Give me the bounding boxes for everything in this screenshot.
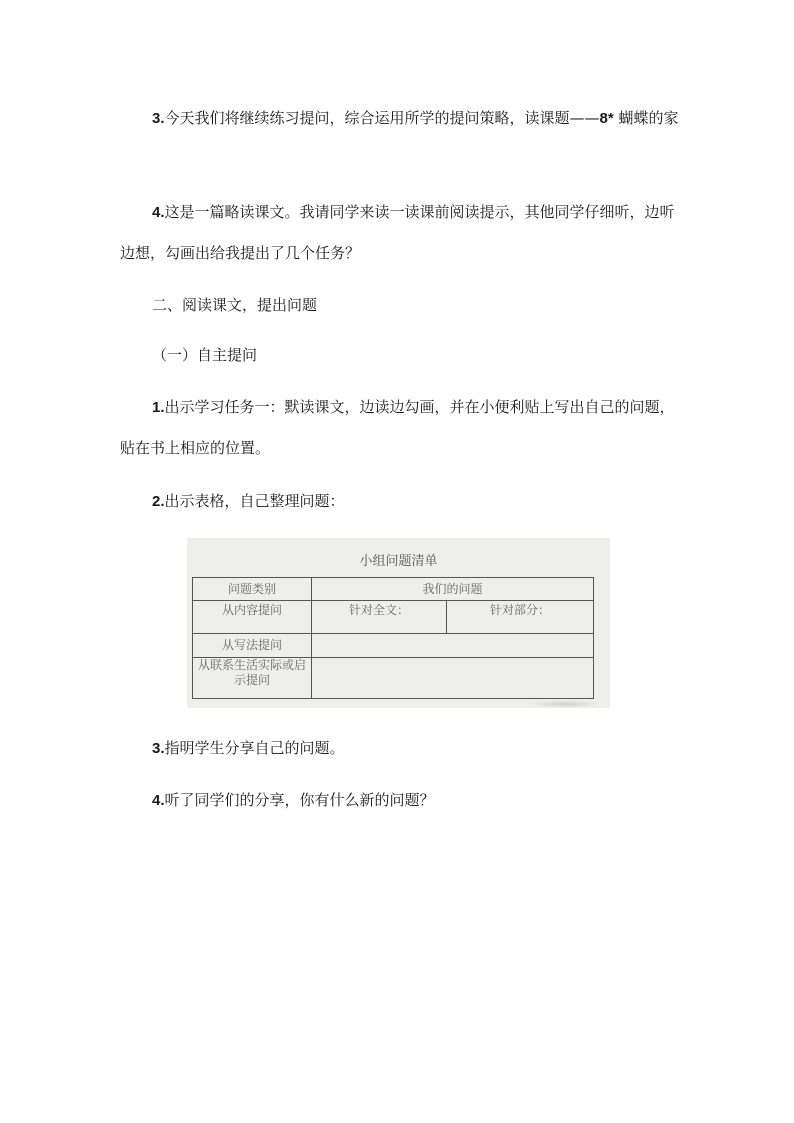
subsection-heading-text: （一）自主提问: [152, 346, 258, 364]
step-number: 4.: [152, 792, 165, 809]
step-number: 2.: [152, 493, 165, 510]
table-row: [193, 634, 594, 658]
section-heading: [120, 285, 680, 325]
step-text: 出示表格，自己整理问题：: [164, 492, 345, 510]
paragraph-3: [120, 98, 680, 139]
step-3: [120, 728, 680, 769]
step-4: [120, 780, 680, 821]
lesson-title: 蝴蝶的家: [613, 109, 679, 127]
paragraph-number: 3.: [152, 110, 165, 127]
step-text: 指明学生分享自己的问题。: [164, 739, 345, 757]
table-row: [193, 658, 594, 699]
figure-title: 小组问题清单: [359, 554, 438, 569]
step-1: [120, 387, 680, 468]
table-cell: 针对全文：: [312, 601, 447, 634]
paragraph-number: 4.: [152, 204, 165, 221]
paragraph-text: 这是一篇略读课文。我请同学来读一读课前阅读提示，其他同学仔细听，边听边想，勾画出给我提出了几个任务？: [120, 203, 675, 262]
step-number: 1.: [152, 399, 165, 416]
paragraph-text: 今天我们将继续练习提问，综合运用所学的提问策略，读课题——: [164, 109, 600, 127]
table-row: [193, 578, 594, 601]
table-cell-empty: [312, 634, 594, 658]
step-number: 3.: [152, 740, 165, 757]
section-heading-text: 二、阅读课文，提出问题: [152, 296, 318, 314]
table-row: [193, 601, 594, 634]
subsection-heading: [120, 335, 680, 375]
step-text: 听了同学们的分享，你有什么新的问题？: [164, 791, 435, 809]
step-2: [120, 481, 680, 522]
table-cell: 从写法提问: [193, 634, 312, 658]
table-cell: 从内容提问: [193, 601, 312, 634]
figure-shadow: [530, 700, 600, 708]
question-list-figure: [187, 538, 610, 708]
table-header-cell: 我们的问题: [312, 578, 594, 601]
table-cell-empty: [312, 658, 594, 699]
paragraph-4: [120, 192, 680, 273]
question-list-table: [192, 577, 594, 699]
lesson-number: 8*: [599, 110, 614, 127]
step-text: 出示学习任务一：默读课文，边读边勾画，并在小便利贴上写出自己的问题，贴在书上相应的位置。: [120, 398, 675, 457]
table-cell: 从联系生活实际或启示提问: [193, 658, 312, 699]
table-cell: 针对部分：: [447, 601, 594, 634]
table-header-cell: 问题类别: [193, 578, 312, 601]
